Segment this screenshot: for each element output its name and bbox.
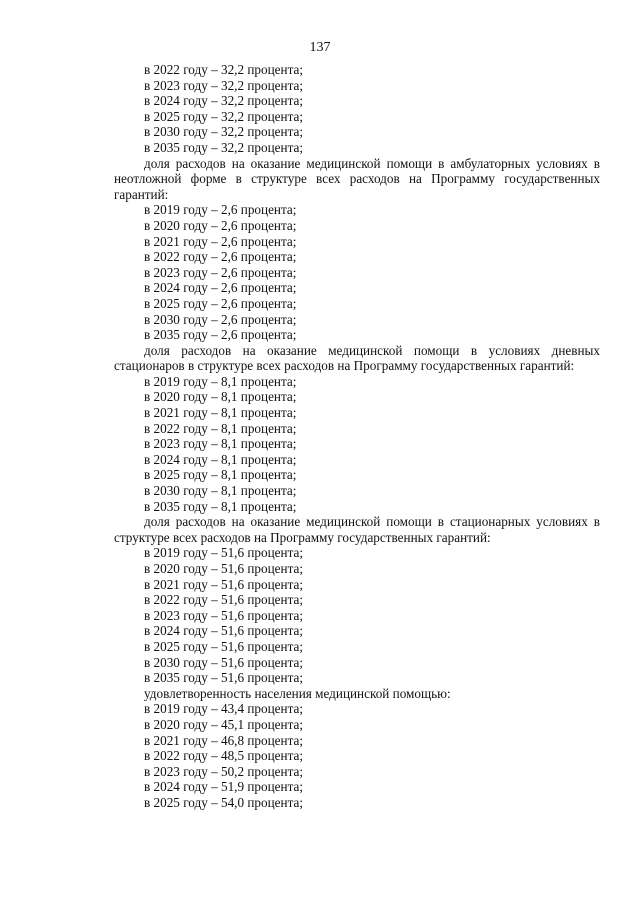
- list-item: в 2019 году – 8,1 процента;: [144, 373, 297, 389]
- list-item: в 2022 году – 48,5 процента;: [144, 748, 304, 764]
- list-item: в 2023 году – 8,1 процента;: [144, 436, 297, 452]
- list-item: в 2030 году – 51,6 процента;: [144, 654, 304, 670]
- list-item: в 2019 году – 43,4 процента;: [144, 701, 304, 717]
- list-item: в 2019 году – 51,6 процента;: [144, 545, 304, 561]
- list-item: в 2022 году – 2,6 процента;: [144, 249, 297, 265]
- list-item: в 2025 году – 54,0 процента;: [144, 794, 304, 810]
- list-item: в 2020 году – 51,6 процента;: [144, 561, 304, 576]
- list-item: в 2035 году – 2,6 процента;: [144, 327, 297, 343]
- page-number: 137: [309, 40, 331, 55]
- list-item: в 2030 году – 32,2 процента;: [144, 124, 304, 140]
- list-item: в 2023 году – 50,2 процента;: [144, 763, 304, 779]
- list-item: в 2023 году – 32,2 процента;: [144, 77, 304, 93]
- list-item: в 2021 году – 51,6 процента;: [144, 576, 304, 592]
- list-item: в 2022 году – 51,6 процента;: [144, 592, 304, 608]
- list-item: в 2025 году – 8,1 процента;: [144, 467, 297, 483]
- paragraph: доля расходов на оказание медицинской помощи в амбулаторных условиях в неотложной форме в структуре всех расходов на Программу государственных гарантий:: [114, 155, 600, 202]
- list-item: в 2024 году – 51,6 процента;: [144, 623, 304, 639]
- list-item: в 2021 году – 8,1 процента;: [144, 405, 297, 421]
- paragraph: удовлетворенность населения медицинской помощью:: [144, 685, 451, 701]
- list-item: в 2020 году – 45,1 процента;: [144, 716, 304, 732]
- list-item: в 2019 году – 2,6 процента;: [144, 202, 297, 218]
- list-item: в 2022 году – 32,2 процента;: [144, 62, 304, 77]
- list-item: в 2023 году – 2,6 процента;: [144, 264, 297, 280]
- list-item: в 2025 году – 2,6 процента;: [144, 295, 297, 311]
- list-item: в 2024 году – 32,2 процента;: [144, 93, 304, 109]
- list-item: в 2024 году – 51,9 процента;: [144, 779, 304, 795]
- list-item: в 2020 году – 2,6 процента;: [144, 217, 297, 233]
- list-item: в 2020 году – 8,1 процента;: [144, 389, 297, 405]
- paragraph: доля расходов на оказание медицинской помощи в стационарных условиях в структуре всех расходов на Программу государственных гарантий:: [114, 514, 600, 545]
- list-item: в 2022 году – 8,1 процента;: [144, 420, 297, 436]
- list-item: в 2023 году – 51,6 процента;: [144, 607, 304, 623]
- list-item: в 2035 году – 51,6 процента;: [144, 670, 304, 686]
- list-item: в 2025 году – 51,6 процента;: [144, 638, 304, 654]
- paragraph: доля расходов на оказание медицинской помощи в условиях дневных стационаров в структуре всех расходов на Программу государственных гарантий:: [114, 342, 600, 374]
- list-item: в 2021 году – 2,6 процента;: [144, 233, 297, 249]
- list-item: в 2030 году – 2,6 процента;: [144, 311, 297, 327]
- list-item: в 2021 году – 46,8 процента;: [144, 732, 304, 748]
- document-body: [114, 62, 600, 811]
- list-item: в 2025 году – 32,2 процента;: [144, 108, 304, 124]
- list-item: в 2035 году – 8,1 процента;: [144, 498, 297, 514]
- list-item: в 2035 году – 32,2 процента;: [144, 139, 304, 155]
- list-item: в 2024 году – 8,1 процента;: [144, 451, 297, 467]
- list-item: в 2030 году – 8,1 процента;: [144, 483, 297, 499]
- list-item: в 2024 году – 2,6 процента;: [144, 280, 297, 296]
